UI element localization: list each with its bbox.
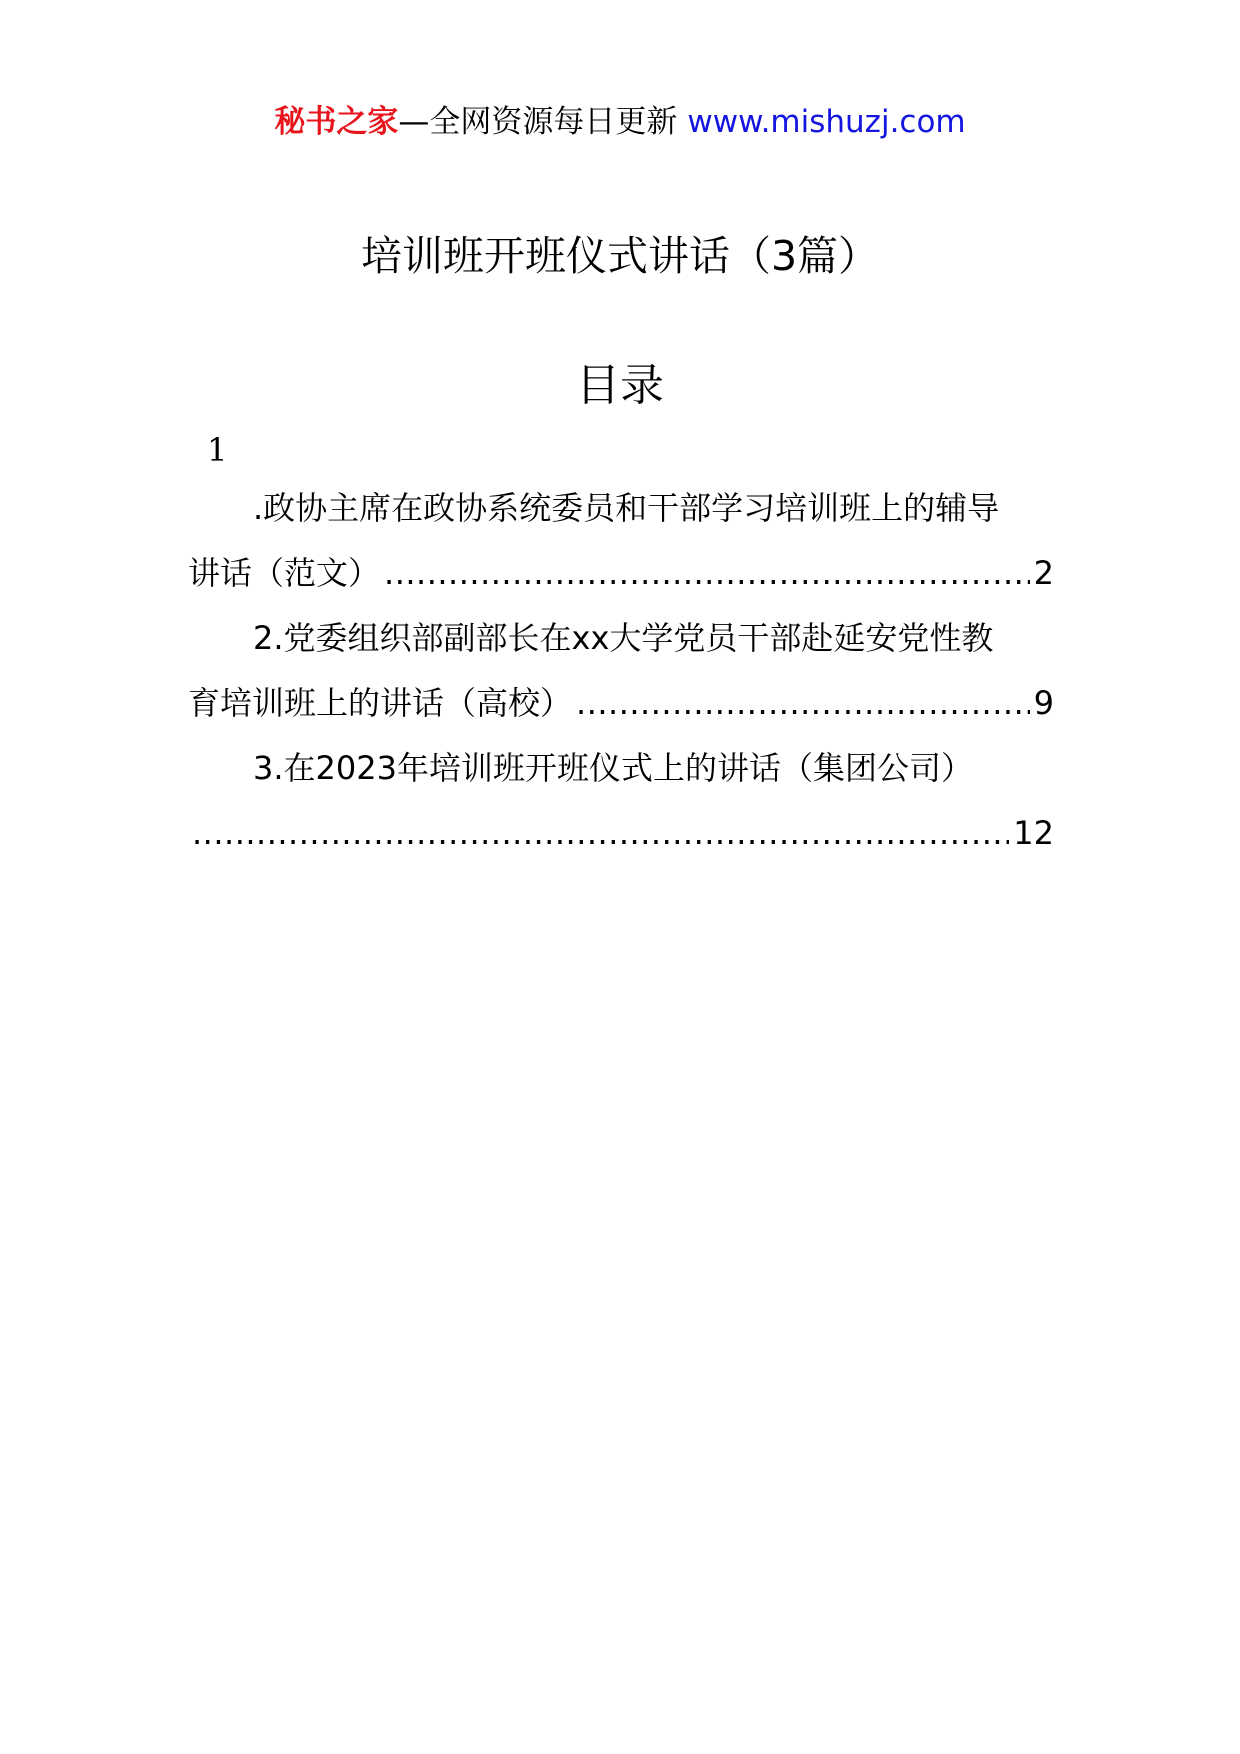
site-brand: 秘书之家	[274, 104, 399, 140]
toc-entry-1-line-2[interactable]	[188, 553, 1054, 593]
toc-entry-3-line-1[interactable]	[188, 748, 1054, 788]
toc-entry-2-title[interactable]: 2.党委组织部副部长在xx大学党员干部赴延安党性教	[253, 619, 994, 657]
toc-entry-2-line-1[interactable]	[188, 618, 1054, 658]
site-url-link[interactable]: www.mishuzj.com	[687, 104, 966, 140]
toc-entry-2-line-2[interactable]	[188, 683, 1054, 723]
toc-dot-leader	[192, 813, 1009, 853]
toc-heading: 目录	[576, 360, 664, 411]
table-of-contents	[188, 488, 1054, 878]
site-slogan: —全网资源每日更新	[398, 104, 678, 140]
toc-entry-2-page[interactable]: 9	[1033, 684, 1054, 722]
toc-dot-leader	[576, 683, 1030, 723]
site-header	[0, 102, 1240, 142]
toc-entry-3-page[interactable]: 12	[1013, 814, 1054, 852]
document-title: 培训班开班仪式讲话（3篇）	[360, 232, 880, 280]
toc-entry-1-title-cont[interactable]: 讲话（范文）	[188, 554, 381, 592]
toc-entry-1-title[interactable]: .政协主席在政协系统委员和干部学习培训班上的辅导	[253, 489, 1000, 527]
toc-entry-2-title-cont[interactable]: 育培训班上的讲话（高校）	[188, 684, 573, 722]
toc-dot-leader	[384, 553, 1030, 593]
toc-entry-3-line-2[interactable]	[188, 813, 1054, 853]
toc-entry-1-line-1[interactable]	[188, 488, 1054, 528]
toc-item-number: 1	[207, 431, 228, 469]
toc-entry-1-page[interactable]: 2	[1033, 554, 1054, 592]
toc-entry-3-title[interactable]: 3.在2023年培训班开班仪式上的讲话（集团公司）	[253, 749, 973, 787]
